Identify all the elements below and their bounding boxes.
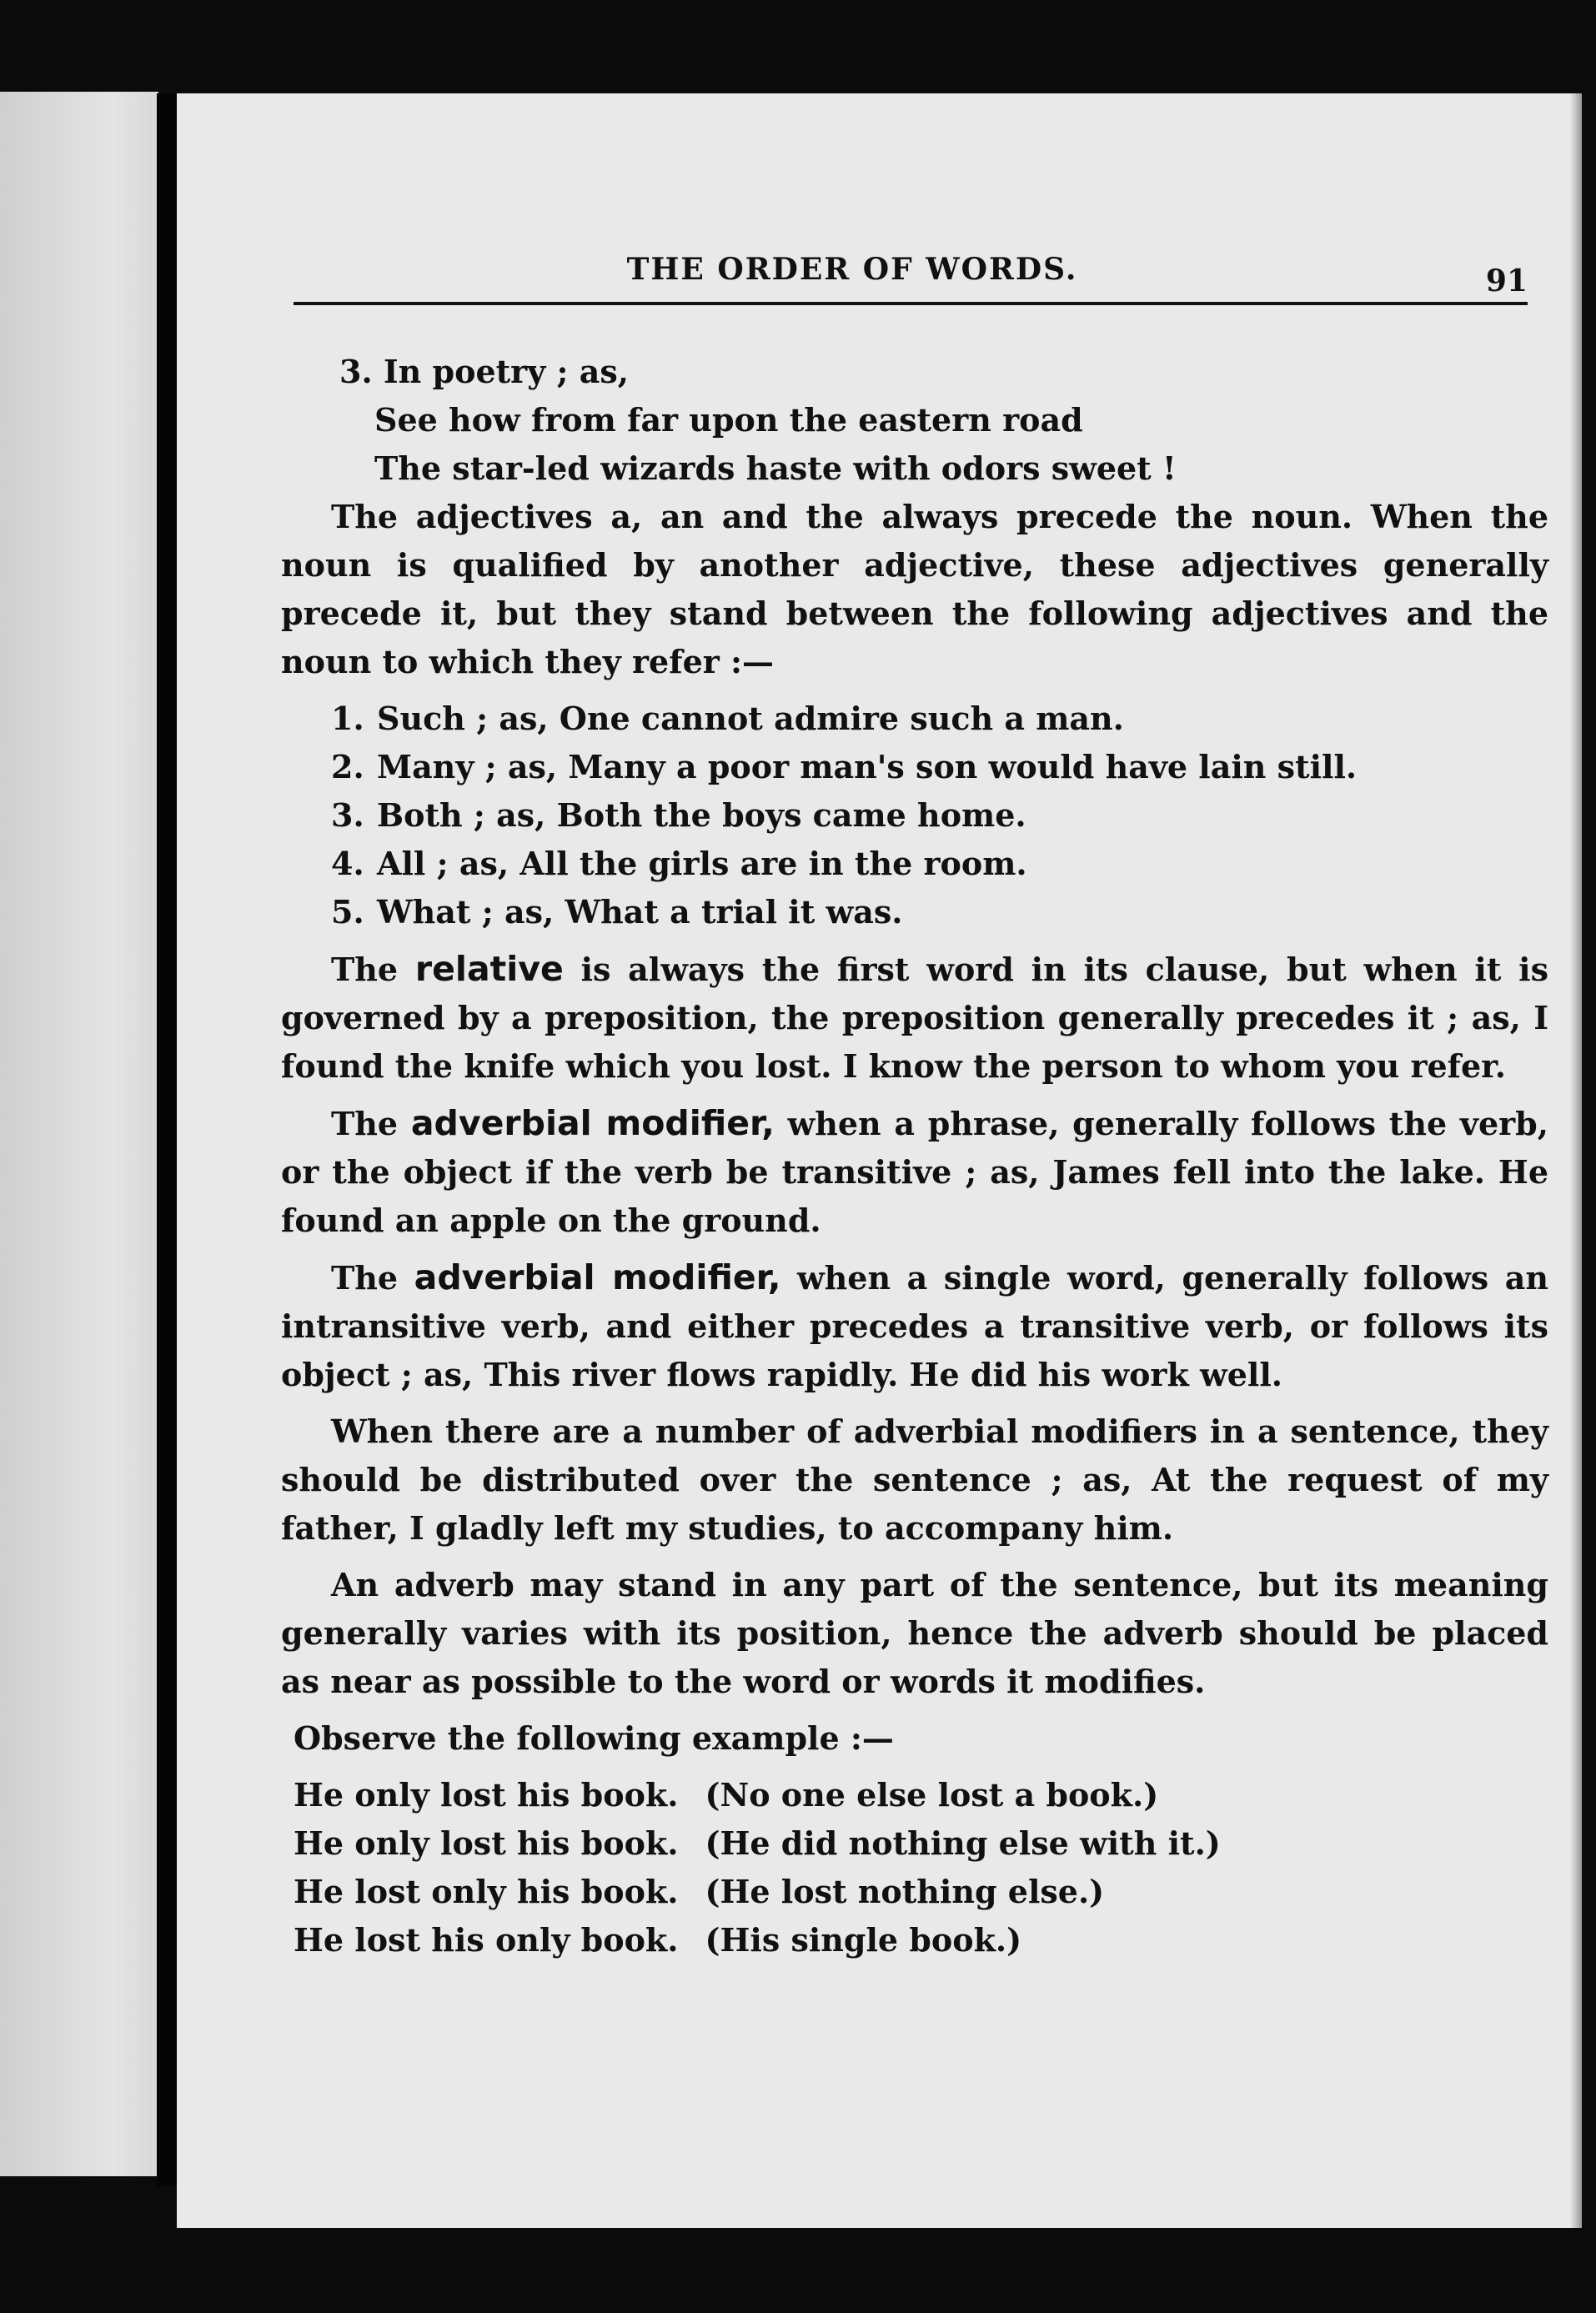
poetry-example	[281, 348, 1548, 493]
table-row	[294, 1771, 1247, 1819]
facing-page-edge	[0, 92, 158, 2176]
poem-line: The star-led wizards haste with odors sweet !	[374, 449, 1177, 487]
example-sentence: He lost only his book.	[294, 1873, 679, 1910]
list-text: All ; as, All the girls are in the room.	[377, 845, 1027, 882]
page-edge-shadow	[1570, 93, 1582, 2228]
list-text: What ; as, What a trial it was.	[377, 893, 903, 931]
paragraph-relative	[281, 945, 1548, 1091]
list-item	[331, 840, 1548, 888]
list-item	[331, 743, 1548, 791]
table-row	[294, 1868, 1247, 1916]
paragraph-adverbial-phrase	[281, 1099, 1548, 1245]
paragraph-text: when a phrase, generally follows the verb, or the object if the verb be transitive ; as, James fell into the lake. He found an apple on the ground.	[281, 1105, 1548, 1239]
list-text: Many ; as, Many a poor man's son would have lain still.	[377, 748, 1358, 785]
paragraph-lead: The	[331, 1105, 399, 1142]
list-number: 2.	[331, 748, 364, 785]
example-sentence: He only lost his book.	[294, 1776, 679, 1814]
paragraph-text: when a single word, generally follows an intransitive verb, and either precedes a transitive verb, or follows its object ; as, This river flows rapidly. He did his work well.	[281, 1259, 1548, 1393]
list-number: 3.	[331, 796, 364, 834]
paragraph-lead: The	[331, 1259, 399, 1297]
list-number: 4.	[331, 845, 364, 882]
examples-intro: Observe the following example :—	[294, 1719, 894, 1757]
examples-table	[294, 1771, 1247, 1964]
list-text: Such ; as, One cannot admire such a man.	[377, 700, 1124, 737]
example-sentence: He lost his only book.	[294, 1921, 679, 1959]
grammar-term: relative	[414, 949, 564, 989]
example-gloss: (His single book.)	[705, 1921, 1022, 1959]
paragraph-lead: The	[331, 951, 399, 988]
paragraph-adjectives: The adjectives a, an and the always precede the noun. When the noun is qualified by another adjective, these adjectives generally precede it, but they stand between the following adjectives and the noun to which they refer :—	[281, 498, 1548, 680]
example-gloss: (He did nothing else with it.)	[705, 1824, 1221, 1862]
book-page	[177, 93, 1582, 2228]
list-item	[331, 695, 1548, 743]
list-number: 1.	[331, 700, 364, 737]
list-number: 5.	[331, 893, 364, 931]
poetry-label: 3. In poetry ; as,	[339, 353, 630, 390]
paragraph-text: is always the first word in its clause, but when it is governed by a preposition, the preposition generally precedes it ; as, I found the knife which you lost. I know the person to whom you refer.	[281, 951, 1548, 1085]
paragraph-adverb-position: An adverb may stand in any part of the sentence, but its meaning generally varies with its position, hence the adverb should be placed as near as possible to the word or words it modifies.	[281, 1566, 1548, 1700]
header-rule	[294, 302, 1528, 305]
table-row	[294, 1916, 1247, 1964]
grammar-term: adverbial modifier,	[414, 1257, 781, 1297]
paragraph-adverbial-word	[281, 1253, 1548, 1399]
page-body	[281, 348, 1548, 1964]
example-gloss: (He lost nothing else.)	[705, 1873, 1105, 1910]
grammar-term: adverbial modifier,	[410, 1103, 775, 1143]
example-gloss: (No one else lost a book.)	[705, 1776, 1159, 1814]
table-row	[294, 1819, 1247, 1868]
running-title: THE ORDER OF WORDS.	[626, 252, 1078, 287]
list-item	[331, 791, 1548, 840]
adjective-list	[281, 695, 1548, 936]
list-item	[331, 888, 1548, 936]
list-text: Both ; as, Both the boys came home.	[377, 796, 1026, 834]
example-sentence: He only lost his book.	[294, 1824, 679, 1862]
page-number: 91	[1485, 263, 1528, 299]
paragraph-distributed: When there are a number of adverbial modifiers in a sentence, they should be distributed over the sentence ; as, At the request of my father, I gladly left my studies, to accompany him.	[281, 1412, 1548, 1547]
poem-line: See how from far upon the eastern road	[374, 401, 1083, 439]
